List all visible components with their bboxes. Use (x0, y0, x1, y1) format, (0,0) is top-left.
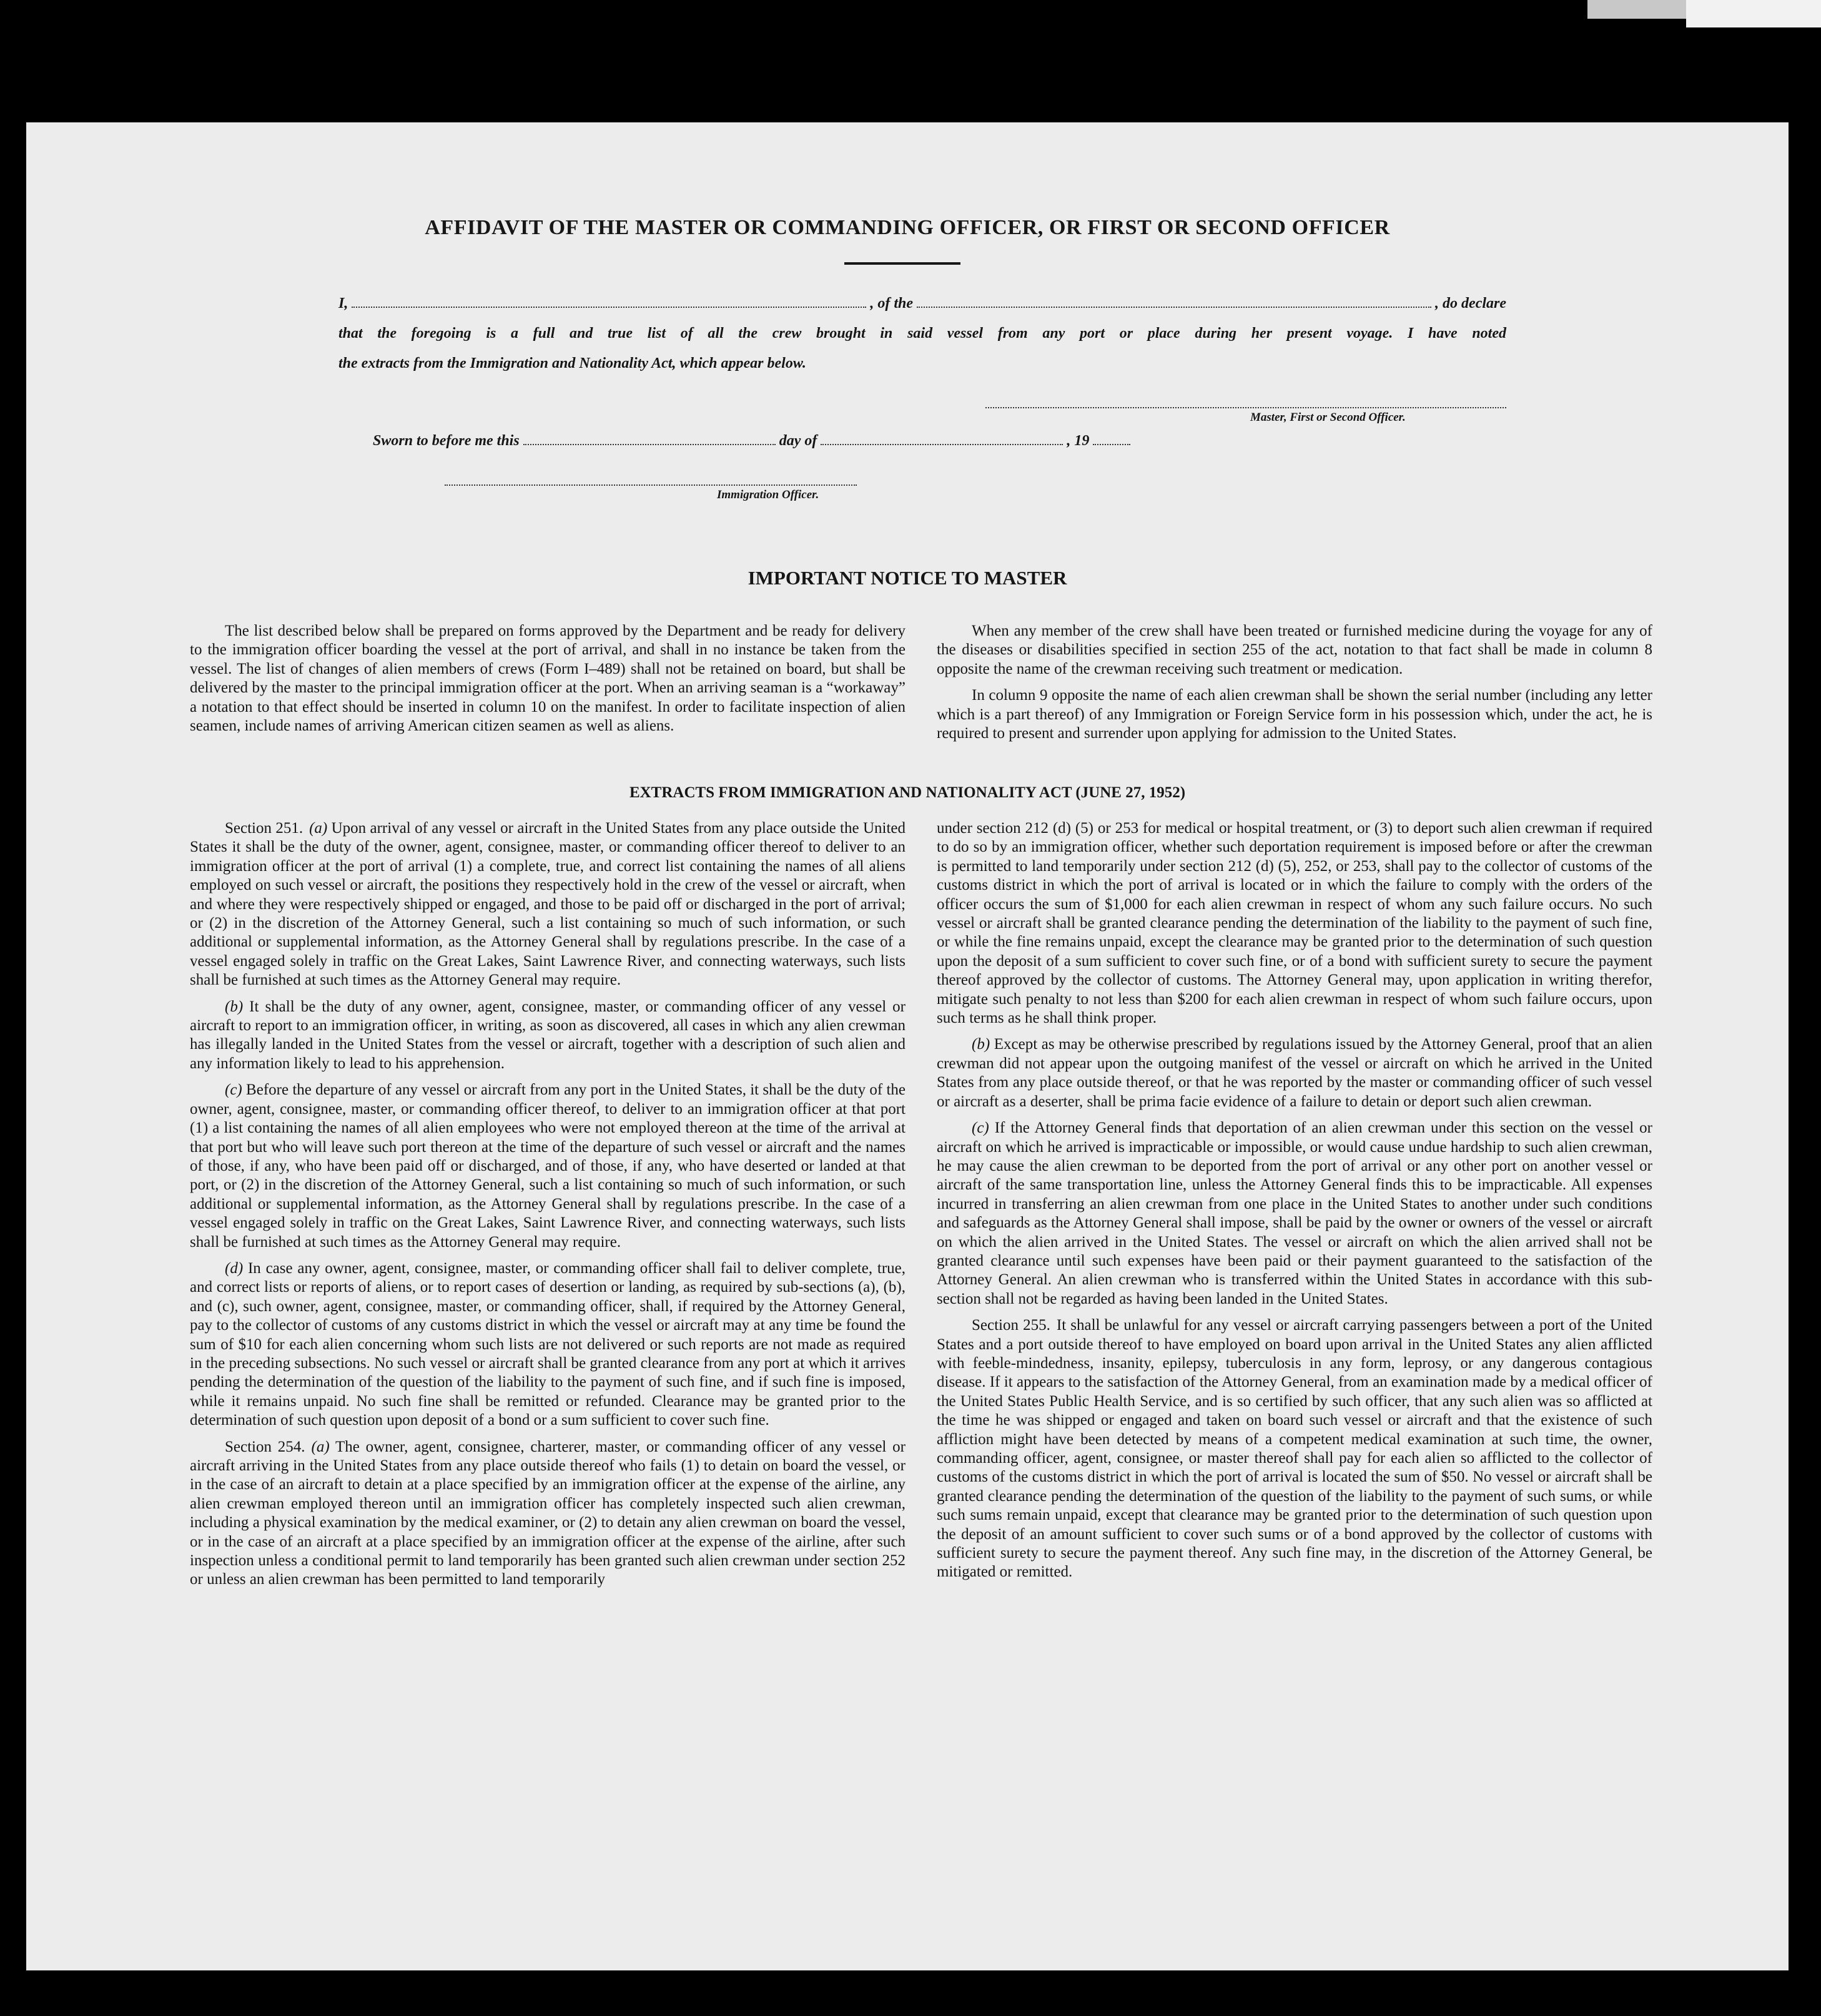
subsection-letter: (c) (972, 1119, 989, 1137)
name-blank[interactable] (352, 292, 866, 308)
subsection-letter: (d) (225, 1259, 244, 1277)
day-of-label: day of (779, 433, 817, 449)
section-text: It shall be the duty of any owner, agent, consignee, master, or commanding officer of any vessel or aircraft to report to an immigration officer, in writing, as soon as discovered, all cases in which any alien crewman has illegally landed in the United States from the vessel or aircraft, together with a description of such alien and any information likely to lead to his apprehension. (190, 998, 906, 1072)
section-label: Section 251. (225, 820, 304, 837)
section-label: Section 254. (225, 1438, 305, 1455)
section-text: Upon arrival of any vessel or aircraft in the United States from any place outside the United States it shall be the duty of the owner, agent, consignee, master, or commanding officer thereof to deliver to an immigration officer at the port of arrival (1) a complete, true, and correct list containing the names of all aliens employed on such vessel or aircraft, the positions they respectively hold in the crew of the vessel or aircraft, when and where they were respectively shipped or engaged, and those to be paid off or discharged in the port of arrival; or (2) in the discretion of the Attorney General, such a list containing so much of such information, or such additional or supplemental information, as the Attorney General shall by regulations prescribe. In the case of a vessel engaged solely in traffic on the Great Lakes, Saint Lawrence River, and connecting waterways, such lists shall be furnished at such times as the Attorney General may require. (190, 820, 906, 989)
scan-edge-strip-light (1686, 0, 1821, 27)
subsection-letter: (a) (309, 820, 328, 837)
notice-heading: IMPORTANT NOTICE TO MASTER (748, 567, 1067, 589)
year-label: , 19 (1067, 433, 1090, 449)
subsection-letter: (b) (972, 1036, 990, 1053)
sworn-year-blank[interactable] (1093, 429, 1130, 445)
section-label: Section 255. (972, 1317, 1050, 1334)
section-251d (190, 1259, 906, 1430)
section-251a (190, 819, 906, 990)
declaration-line-3: the extracts from the Immigration and Nationality Act, which appear below. (338, 355, 806, 371)
sworn-month-blank[interactable] (821, 429, 1063, 445)
declaration-i: I, (338, 295, 348, 312)
section-text: If the Attorney General finds that deportation of an alien crewman under this section on the vessel or aircraft on which he arrived is impracticable or impossible, or would cause undue hardship to such alien crewman, he may cause the alien crewman to be deported from the port of arrival or any other port on another vessel or aircraft of the same transportation line, unless the Attorney General finds this to be impracticable. All expenses incurred in transferring an alien crewman from one place in the United States to another under such conditions and safeguards as the Attorney General shall impose, shall be paid by the owner or owners of the vessel or aircraft on which the alien arrived in the United States. The vessel or aircraft on which the alien arrived shall not be granted clearance until such expenses have been paid or their payment guaranteed to the satisfaction of the Attorney General. An alien crewman who is transferred within the United States in accordance with this sub-section shall not be regarded as having been landed in the United States. (937, 1119, 1653, 1307)
extracts-left-column (190, 819, 906, 1597)
extracts-right-column (937, 819, 1652, 1590)
section-254c (937, 1119, 1652, 1309)
subsection-letter: (b) (225, 998, 244, 1015)
master-signature-label: Master, First or Second Officer. (1250, 411, 1406, 424)
declaration-line-1 (338, 288, 1506, 318)
notice-paragraph: When any member of the crew shall have been treated or furnished medicine during the voyage for any of the diseases or disabilities specified in section 255 of the act, notation to that fact shall be made in column 8 opposite the name of the crewman receiving such treatment or medication. (937, 622, 1652, 677)
notice-paragraph: In column 9 opposite the name of each alien crewman shall be shown the serial number (including any letter which is a part thereof) of any Immigration or Foreign Service form in his possession which, under the act, he is required to present and surrender upon applying for admission to the United States. (937, 687, 1652, 742)
title-rule (844, 262, 960, 265)
section-254a-continued: under section 212 (d) (5) or 253 for medical or hospital treatment, or (3) to deport such alien crewman if required to do so by an immigration officer, whether such deportation requirement is imposed before or after the crewman is permitted to land temporarily under section 212 (d) (5), 252, or 253, shall pay to the collector of customs of the customs district in which the port of arrival is located or in which the failure to comply with the orders of the officer occurs the sum of $1,000 for each alien crewman in respect of whom any such failure occurs. No such vessel or aircraft shall be granted clearance pending the determination of the liability to the payment of such fine, or while the fine remains unpaid, except the clearance may be granted prior to the determination of such question upon the deposit of a sum sufficient to cover such fine, or of a bond with sufficient surety to secure the payment thereof approved by the collector of customs. The Attorney General may, upon application in writing therefor, mitigate such penalty to not less than $200 for each alien crewman in respect of whom such failure occurs, upon such terms as he shall think proper. (937, 820, 1652, 1027)
section-text: The owner, agent, consignee, charterer, master, or commanding officer of any vessel or aircraft arriving in the United States from any place outside thereof who fails (1) to detain on board the vessel, or in the case of an aircraft to detain at a place specified by an immigration officer at the expense of the airline, any alien crewman employed thereon until an immigration officer has completely inspected such alien crewman, including a physical examination by the medical examiner, or (2) to detain any alien crewman on board the vessel, or in the case of an aircraft at a place specified by an immigration officer at the expense of the airline, after such inspection unless a conditional permit to land temporarily has been granted such alien crewman under section 252 or unless an alien crewman has been permitted to land temporarily (190, 1438, 906, 1588)
section-251b (190, 998, 906, 1074)
section-text: It shall be unlawful for any vessel or aircraft carrying passengers between a port of the United States and a port outside thereof to have employed on board upon arrival in the United States any alien afflicted with feeble-mindedness, insanity, epilepsy, tuberculosis in any form, leprosy, or any dangerous contagious disease. If it appears to the satisfaction of the Attorney General, from an examination made by a medical officer of the United States Public Health Service, and is so certified by such officer, that any such alien was so afflicted at the time he was shipped or engaged and taken on board such vessel or aircraft and that the existence of such affliction might have been detected by means of a competent medical examination at such time, the owner, commanding officer, agent, consignee, or master thereof shall pay for each alien so afflicted to the collector of customs of the customs district in which the port of arrival is located the sum of $50. No vessel or aircraft shall be granted clearance pending the determination of the question of the liability to the payment of such sums, or while such sums remain unpaid, except that clearance may be granted prior to the determination of such question upon the deposit of an amount sufficient to cover such sums or of a bond approved by the collector of customs with sufficient surety to secure the payment thereof. Any such fine may, in the discretion of the Attorney General, be mitigated or remitted. (937, 1317, 1652, 1581)
affidavit-title: AFFIDAVIT OF THE MASTER OR COMMANDING OFFICER, OR FIRST OR SECOND OFFICER (425, 216, 1390, 239)
subsection-letter: (c) (225, 1081, 242, 1099)
notice-paragraph: The list described below shall be prepared on forms approved by the Department and be ready for delivery to the immigration officer boarding the vessel at the port of arrival, and shall in no instance be taken from the vessel. The list of changes of alien members of crews (Form I–489) shall not be retained on board, but shall be delivered by the master to the principal immigration officer at the port. When an arriving seaman is a “workaway” a notation to that effect should be inserted in column 10 on the manifest. In order to facilitate inspection of alien seamen, include names of arriving American citizen seamen as well as aliens. (190, 622, 906, 735)
sworn-row (373, 426, 1247, 456)
section-255 (937, 1316, 1652, 1582)
notice-left-column (190, 622, 906, 743)
notice-right-column (937, 622, 1652, 750)
section-text: Except as may be otherwise prescribed by regulations issued by the Attorney General, proof that an alien crewman did not appear upon the outgoing manifest of the vessel or aircraft on which he arrived in the United States from any place outside thereof, or that he was reported by the master or commanding officer of such vessel or aircraft as a deserter, shall be prima facie evidence of a failure to detain or deport such alien crewman. (937, 1036, 1653, 1110)
section-254b (937, 1035, 1652, 1111)
extracts-heading: EXTRACTS FROM IMMIGRATION AND NATIONALITY ACT (JUNE 27, 1952) (629, 784, 1186, 801)
declaration-block (338, 288, 1506, 378)
section-text: In case any owner, agent, consignee, master, or commanding officer shall fail to deliver complete, true, and correct lists or reports of aliens, or to report cases of desertion or landing, as required by sub-sections (a), (b), and (c), such owner, agent, consignee, master, or commanding officer, shall, if required by the Attorney General, pay to the collector of customs of any customs district in which the vessel or aircraft may at any time be found the sum of $10 for each alien concerning whom such lists are not delivered or such reports are not made as required in the preceding subsections. No such vessel or aircraft shall be granted clearance from any port at which it arrives pending the determination of the question of the liability to the payment of such fine, and if such fine is imposed, while it remains unpaid. No such fine shall be remitted or refunded. Clearance may be granted prior to the determination of such question upon deposit of a bond or a sum sufficient to cover such fine. (190, 1259, 906, 1429)
subsection-letter: (a) (311, 1438, 330, 1455)
sworn-label: Sworn to before me this (373, 433, 520, 449)
section-text: Before the departure of any vessel or aircraft from any port in the United States, it shall be the duty of the owner, agent, consignee, master, or commanding officer thereof, to deliver to an immigration officer at that port (1) a list containing the names of all alien employees who were not employed thereon at the time of the arrival at that port but who will leave such port thereon at the time of the departure of such vessel or aircraft and the names of those, if any, who have been paid off or discharged, and of those, if any, who have deserted or landed at that port, or (2) in the discretion of the Attorney General, such a list containing so much of such information, or such additional or supplemental information, as the Attorney General shall by regulations prescribe. In the case of a vessel engaged solely in traffic on the Great Lakes, Saint Lawrence River, and connecting waterways, such lists shall be furnished at such times as the Attorney General may require. (190, 1081, 906, 1251)
immigration-officer-signature-line[interactable] (445, 472, 857, 486)
section-254a (190, 1438, 906, 1590)
sworn-day-blank[interactable] (523, 429, 776, 445)
immigration-officer-label: Immigration Officer. (717, 488, 819, 501)
declaration-line-2: that the foregoing is a full and true list of all the crew brought in said vessel from any port or place during her present voyage. I have noted (338, 325, 1506, 342)
document-page (26, 122, 1789, 1970)
vessel-blank[interactable] (917, 292, 1431, 308)
declaration-of-the: , of the (870, 295, 914, 312)
sworn-block (373, 426, 1247, 456)
section-251c (190, 1081, 906, 1252)
master-signature-line[interactable] (985, 395, 1506, 408)
declaration-do-declare: , do declare (1435, 295, 1507, 312)
